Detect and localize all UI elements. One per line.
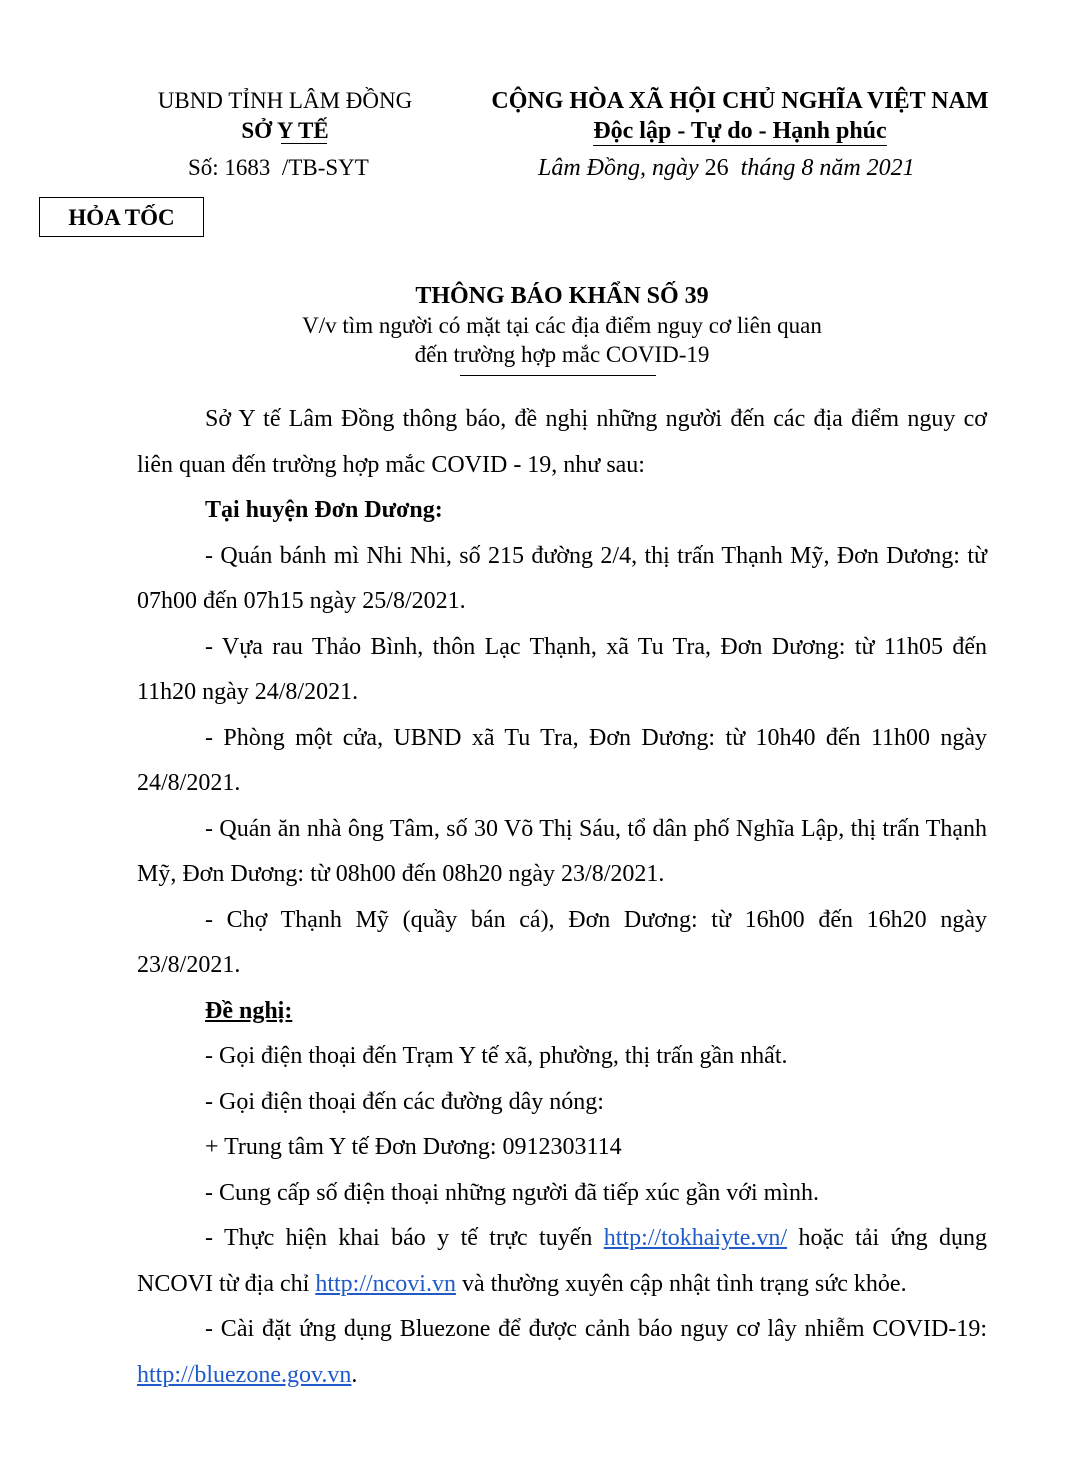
notice-subject-line-2: đến trường hợp mắc COVID-19 bbox=[414, 342, 710, 367]
notice-title: THÔNG BÁO KHẨN SỐ 39 bbox=[415, 283, 709, 309]
bluezone-link[interactable]: http://bluezone.gov.vn bbox=[137, 1361, 352, 1388]
urgency-stamp: HỎA TỐC bbox=[39, 197, 204, 237]
agency-name: UBND TỈNH LÂM ĐỒNG bbox=[157, 88, 413, 113]
recommendation-provide-contacts: - Cung cấp số điện thoại những người đã tiếp xúc gần với mình. bbox=[205, 1179, 819, 1206]
recommendation-call-station: - Gọi điện thoại đến Trạm Y tế xã, phường, thị trấn gần nhất. bbox=[205, 1043, 788, 1069]
recommendation-heading bbox=[137, 989, 987, 1035]
location-item: - Quán ăn nhà ông Tâm, số 30 Võ Thị Sáu, tổ dân phố Nghĩa Lập, thị trấn Thạnh Mỹ, Đơn Dương: từ 08h00 đến 08h20 ngày 23/8/2021. bbox=[137, 815, 987, 887]
national-motto: Độc lập - Tự do - Hạnh phúc bbox=[593, 118, 887, 144]
ncovi-link[interactable]: http://ncovi.vn bbox=[315, 1270, 456, 1297]
location-item: - Chợ Thạnh Mỹ (quầy bán cá), Đơn Dương: từ 16h00 đến 16h20 ngày 23/8/2021. bbox=[137, 906, 987, 978]
document-number: Số: 1683 /TB-SYT bbox=[188, 155, 369, 180]
location-item: - Vựa rau Thảo Bình, thôn Lạc Thạnh, xã Tu Tra, Đơn Dương: từ 11h05 đến 11h20 ngày 24/8/2021. bbox=[137, 633, 987, 705]
recommendation-call-hotline: - Gọi điện thoại đến các đường dây nóng: bbox=[205, 1088, 604, 1115]
date-prefix: Lâm Đồng, ngày bbox=[538, 155, 705, 181]
declaration-middle: hoặc tải ứng dụng NCOVI từ địa chỉ bbox=[137, 1225, 987, 1297]
department-label: SỞ Y TẾ bbox=[241, 118, 329, 143]
tokhaiyte-link[interactable]: http://tokhaiyte.vn/ bbox=[603, 1225, 788, 1251]
notice-body bbox=[137, 397, 987, 1398]
place-and-date bbox=[538, 155, 915, 182]
declaration-suffix: và thường xuyên cập nhật tình trạng sức khỏe. bbox=[455, 1270, 907, 1297]
issuing-agency-block bbox=[130, 86, 440, 146]
bluezone-suffix: . bbox=[351, 1361, 358, 1388]
department-name bbox=[241, 116, 328, 146]
hotline-number: + Trung tâm Y tế Đơn Dương: 0912303114 bbox=[205, 1134, 622, 1160]
location-item: - Quán bánh mì Nhi Nhi, số 215 đường 2/4, thị trấn Thạnh Mỹ, Đơn Dương: từ 07h00 đến 07h15 ngày 25/8/2021. bbox=[137, 542, 987, 614]
national-title: CỘNG HÒA XÃ HỘI CHỦ NGHĨA VIỆT NAM bbox=[491, 88, 989, 114]
recommendation-bluezone bbox=[137, 1307, 987, 1398]
intro-paragraph: Sở Y tế Lâm Đồng thông báo, đề nghị những người đến các địa điểm nguy cơ liên quan đến trường hợp mắc COVID - 19, như sau: bbox=[137, 406, 987, 478]
department-underline bbox=[281, 143, 326, 144]
recommendation-heading-text: Đề nghị: bbox=[205, 997, 293, 1024]
bluezone-prefix: - Cài đặt ứng dụng Bluezone để được cảnh báo nguy cơ lây nhiễm COVID-19: bbox=[205, 1316, 987, 1342]
declaration-prefix: - Thực hiện khai báo y tế trực tuyến bbox=[205, 1225, 604, 1251]
date-day: 26 bbox=[704, 155, 729, 181]
district-heading: Tại huyện Đơn Dương: bbox=[205, 497, 443, 523]
recommendation-health-declaration bbox=[137, 1216, 987, 1307]
date-suffix: tháng 8 năm 2021 bbox=[728, 155, 915, 181]
notice-subject-line-1: V/v tìm người có mặt tại các địa điểm nguy cơ liên quan bbox=[302, 313, 822, 338]
title-underline bbox=[460, 375, 656, 376]
notice-title-block bbox=[137, 281, 987, 369]
location-item: - Phòng một cửa, UBND xã Tu Tra, Đơn Dương: từ 10h40 đến 11h00 ngày 24/8/2021. bbox=[137, 724, 987, 796]
national-header-block bbox=[470, 86, 1010, 146]
